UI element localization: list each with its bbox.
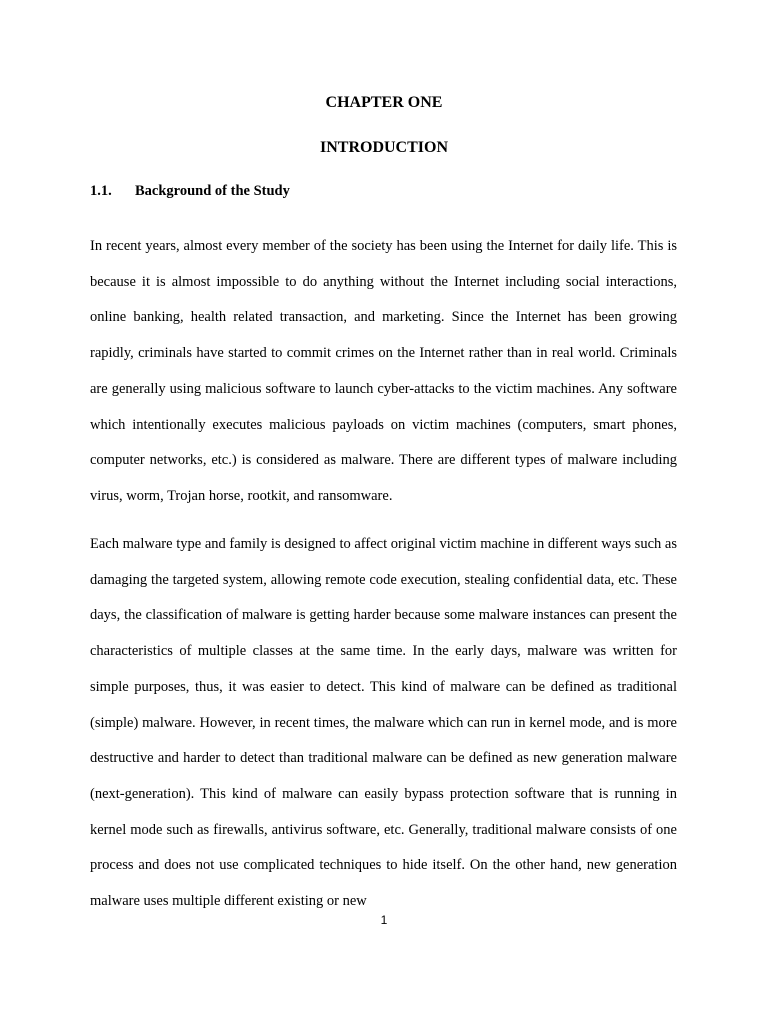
subsection-number: 1.1. bbox=[90, 183, 112, 199]
body-paragraph: In recent years, almost every member of the society has been using the Internet for daily life. This is because it is almost impossible to do anything without the Internet including social interactions, online banking, health related transaction, and marketing. Since the Internet has been growing rapidly, criminals have started to commit crimes on the Internet rather than in real world. Criminals are generally using malicious software to launch cyber-attacks to the victim machines. Any software which intentionally executes malicious payloads on victim machines (computers, smart phones, computer networks, etc.) is considered as malware. There are different types of malware including virus, worm, Trojan horse, rootkit, and ransomware. bbox=[90, 238, 677, 504]
body-paragraph: Each malware type and family is designed to affect original victim machine in different ways such as damaging the targeted system, allowing remote code execution, stealing confidential data, etc. These days, the classification of malware is getting harder because some malware instances can present the characteristics of multiple classes at the same time. In the early days, malware was written for simple purposes, thus, it was easier to detect. This kind of malware can be defined as traditional (simple) malware. However, in recent times, the malware which can run in kernel mode, and is more destructive and harder to detect than traditional malware can be defined as new generation malware (next-generation). This kind of malware can easily bypass protection software that is running in kernel mode such as firewalls, antivirus software, etc. Generally, traditional malware consists of one process and does not use complicated techniques to hide itself. On the other hand, new generation malware uses multiple different existing or new bbox=[90, 536, 677, 910]
subsection-heading bbox=[90, 181, 290, 201]
subsection-title: Background of the Study bbox=[135, 183, 290, 199]
section-title: INTRODUCTION bbox=[319, 139, 448, 156]
chapter-title: CHAPTER ONE bbox=[325, 94, 443, 111]
page-number: 1 bbox=[380, 913, 388, 927]
